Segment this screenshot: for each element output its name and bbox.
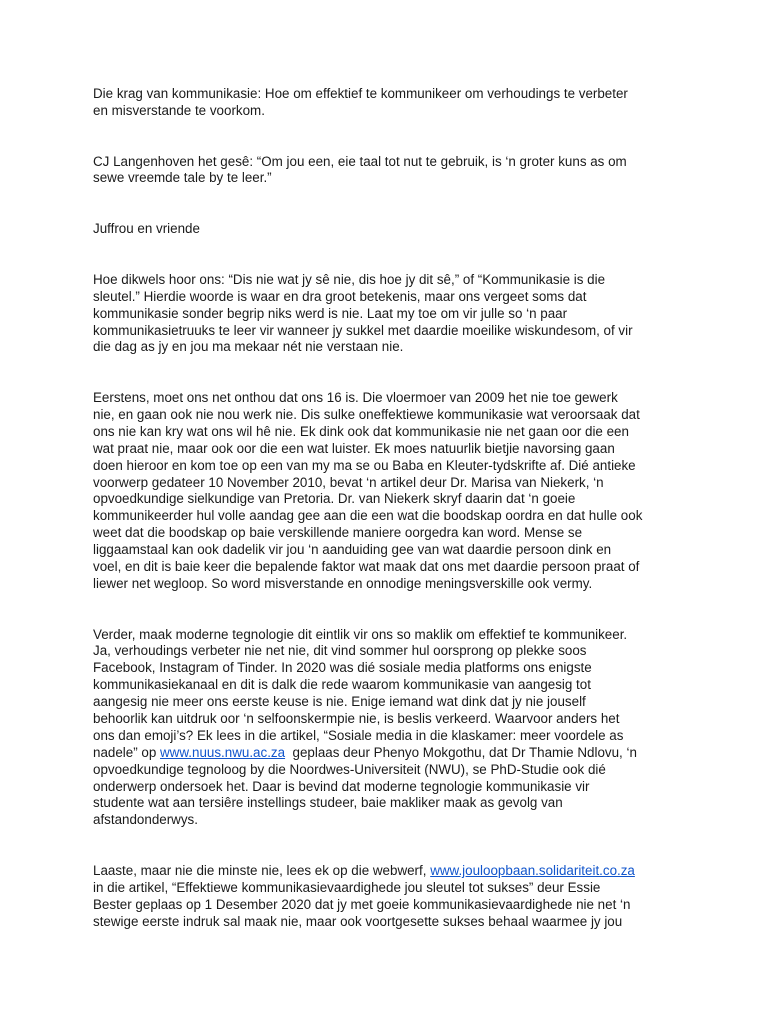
nwu-news-link[interactable]: www.nuus.nwu.ac.za <box>160 744 286 760</box>
paragraph-2-line: Eerstens, moet ons net onthou dat ons 16 is. Die vloermoer van 2009 het nie toe gewerk <box>93 390 618 406</box>
paragraph-2-line: doen hieroor en kom toe op een van my ma se ou Baba en Kleuter-tydskrifte af. Dié antieke <box>93 457 636 473</box>
paragraph-3 <box>93 627 683 830</box>
title-line-2: en misverstande te voorkom. <box>93 102 265 118</box>
greeting <box>93 221 683 238</box>
paragraph-1-line: kommunikasietruuks te leer vir wanneer jy sukkel met daardie moeilike wiskundesom, of vir <box>93 322 633 338</box>
quote-line-1: CJ Langenhoven het gesê: “Om jou een, eie taal tot nut te gebruik, is ‘n groter kuns as om <box>93 153 627 169</box>
document-title <box>93 86 683 120</box>
paragraph-4-line: stewige eerste indruk sal maak nie, maar ook voortgesette sukses behaal waarmee jy jou <box>93 913 623 929</box>
paragraph-2-line: liewer net wegloop. So word misverstande en onnodige meningsverskille ook vermy. <box>93 575 593 591</box>
paragraph-2-line: weet dat die boodskap op baie verskillende maniere oorgedra kan word. Mense se <box>93 525 583 541</box>
paragraph-1-line: die dag as jy en jou ma mekaar nét nie verstaan nie. <box>93 339 404 355</box>
paragraph-3-line: kommunikasiekanaal en dit is dalk die rede waarom kommunikasie van aangesig tot <box>93 677 591 693</box>
paragraph-1-line: kommunikasie sonder begrip niks werd is nie. Laat my toe om vir julle so ‘n paar <box>93 305 568 321</box>
paragraph-4-link-line <box>93 863 683 880</box>
link-suffix-text: geplaas deur Phenyo Mokgothu, dat Dr Thamie Ndlovu, ‘n <box>285 744 637 760</box>
paragraph-2-line: nie, en gaan ook nie nou werk nie. Dis sulke oneffektiewe kommunikasie wat veroorsaak dat <box>93 406 640 422</box>
paragraph-4-line: Bester geplaas op 1 Desember 2020 dat jy met goeie kommunikasievaardighede nie net ‘n <box>93 896 631 912</box>
paragraph-2 <box>93 390 683 593</box>
paragraph-2-line: kommunikeerder hul volle aandag gee aan die een wat die boodskap oordra en dat hulle ook <box>93 508 643 524</box>
link-prefix-text: Laaste, maar nie die minste nie, lees ek op die webwerf, <box>93 863 431 879</box>
quote-line-2: sewe vreemde tale by te leer.” <box>93 170 272 186</box>
paragraph-1-line: sleutel.” Hierdie woorde is waar en dra groot betekenis, maar ons vergeet soms dat <box>93 288 587 304</box>
paragraph-3-line: opvoedkundige tegnoloog by die Noordwes-Universiteit (NWU), se PhD-Studie ook dié <box>93 761 606 777</box>
paragraph-2-line: liggaamstaal kan ook dadelik vir jou ‘n aanduiding gee van wat daardie persoon dink en <box>93 542 612 558</box>
document-page <box>93 86 683 931</box>
paragraph-3-line: afstandonderwys. <box>93 812 198 828</box>
paragraph-3-line: Verder, maak moderne tegnologie dit eintlik vir ons so maklik om effektief te kommunikeer. <box>93 626 628 642</box>
title-line-1: Die krag van kommunikasie: Hoe om effektief te kommunikeer om verhoudings te verbeter <box>93 86 628 101</box>
paragraph-3-line: aangesig nie meer ons eerste keuse is nie. Enige iemand wat dink dat jy nie jouself <box>93 694 586 710</box>
link-prefix-text: nadele” op <box>93 744 161 760</box>
paragraph-3-line: behoorlik kan uitdruk oor ‘n selfoonskermpie nie, is beslis verkeerd. Waarvoor anders het <box>93 711 620 727</box>
paragraph-1 <box>93 272 683 356</box>
paragraph-4 <box>93 863 683 931</box>
paragraph-3-line: studente wat aan tersiêre instellings studeer, baie makliker maak as gevolg van <box>93 795 563 811</box>
paragraph-2-line: voel, en dit is baie keer die bepalende faktor wat maak dat ons met daardie persoon praat of <box>93 559 640 574</box>
solidariteit-career-link[interactable]: www.jouloopbaan.solidariteit.co.za <box>430 863 635 879</box>
paragraph-3-line: Facebook, Instagram of Tinder. In 2020 was dié sosiale media platforms ons enigste <box>93 660 592 676</box>
paragraph-3-line: onderwerp ondersoek het. Daar is bevind dat moderne tegnologie kommunikasie vir <box>93 778 590 794</box>
paragraph-3-link-line <box>93 745 683 762</box>
paragraph-2-line: ons nie kan kry wat ons wil hê nie. Ek dink ook dat kommunikasie nie net gaan oor die een <box>93 423 629 439</box>
paragraph-1-line: Hoe dikwels hoor ons: “Dis nie wat jy sê nie, dis hoe jy dit sê,” of “Kommunikasie is die <box>93 271 606 287</box>
paragraph-4-line: in die artikel, “Effektiewe kommunikasievaardighede jou sleutel tot sukses” deur Essie <box>93 879 601 895</box>
paragraph-2-line: voorwerp gedateer 10 November 2010, bevat ‘n artikel deur Dr. Marisa van Niekerk, ‘n <box>93 474 604 490</box>
greeting-line: Juffrou en vriende <box>93 221 200 237</box>
paragraph-3-line: ons dan emoji’s? Ek lees in die artikel, “Sosiale media in die klaskamer: meer voordele as <box>93 727 624 743</box>
paragraph-2-line: opvoedkundige sielkundige van Pretoria. Dr. van Niekerk skryf daarin dat ‘n goeie <box>93 491 576 507</box>
paragraph-2-line: wat praat nie, maar ook oor die een wat luister. Ek moes natuurlik bietjie navorsing gaan <box>93 440 615 456</box>
paragraph-3-line: Ja, verhoudings verbeter nie net nie, dit vind sommer hul oorsprong op plekke soos <box>93 643 587 659</box>
langenhoven-quote <box>93 154 683 188</box>
